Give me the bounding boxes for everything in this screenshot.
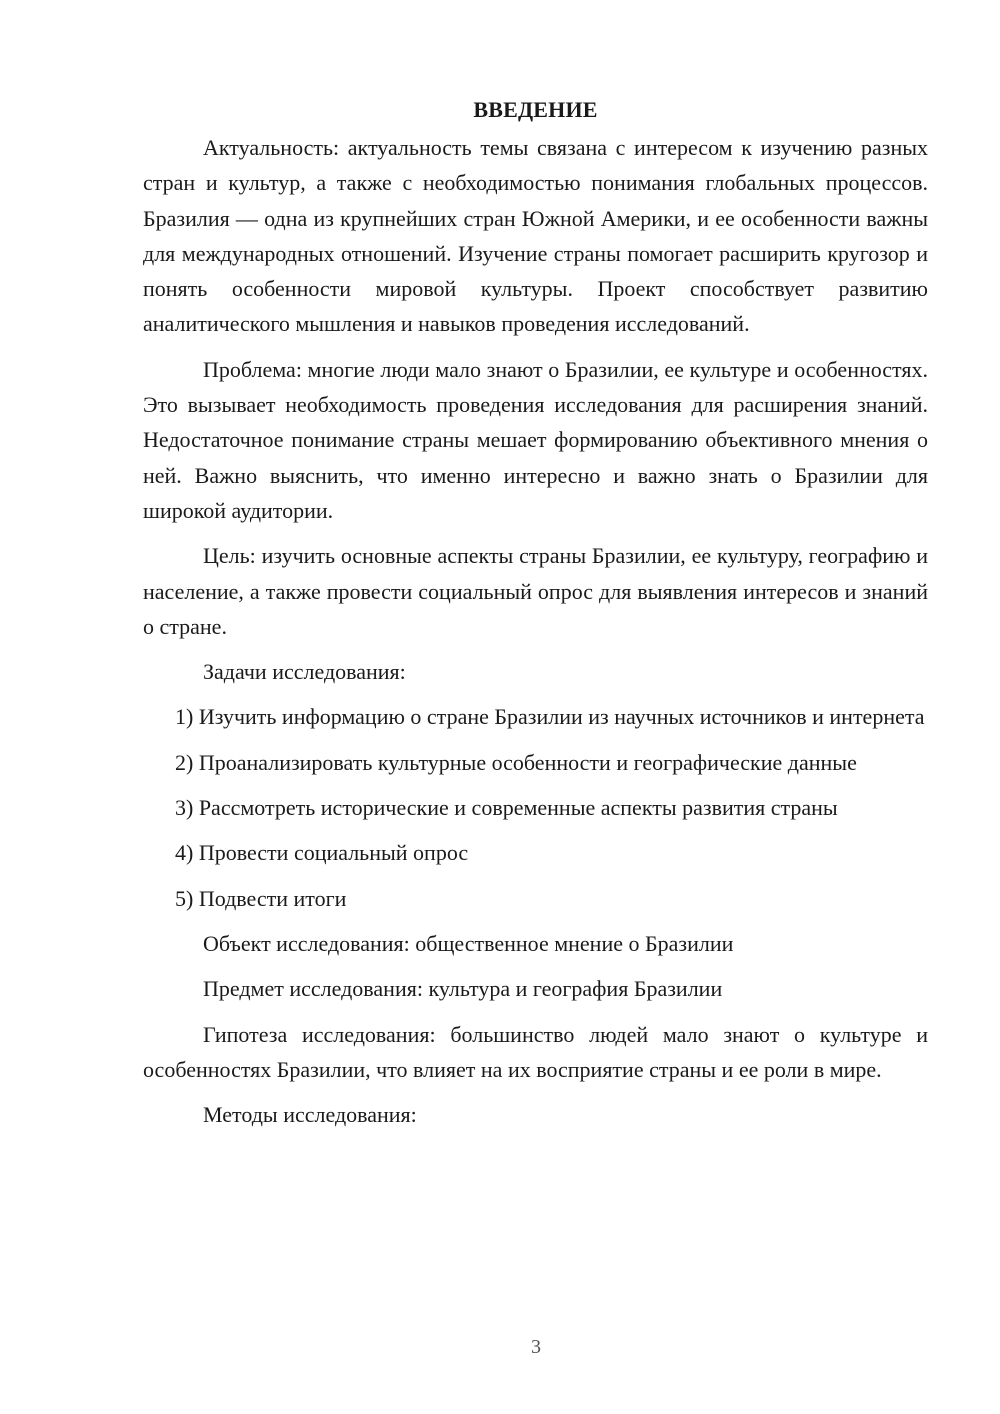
section-title: ВВЕДЕНИЕ (473, 97, 598, 122)
hypothesis-paragraph: Гипотеза исследования: большинство людей мало знают о культуре и особенностях Бразилии, что влияет на их восприятие страны и ее роли в мире. (143, 1021, 928, 1082)
task-item: 4) Провести социальный опрос (175, 840, 469, 866)
relevance-paragraph: Актуальность: актуальность темы связана с интересом к изучению разных стран и культур, а также с необходимостью понимания глобальных процессов. Бразилия — одна из крупнейших стран Южной Америки, и ее особенности важны для международных отношений. Изучение страны помогает расширить кругозор и понять особенности мировой культуры. Проект способствует развитию аналитического мышления и навыков проведения исследований. (143, 135, 928, 337)
task-item: 3) Рассмотреть исторические и современные аспекты развития страны (175, 795, 838, 821)
methods-heading: Методы исследования: (203, 1102, 417, 1128)
task-item: 2) Проанализировать культурные особенности и географические данные (175, 749, 857, 775)
task-item: 5) Подвести итоги (175, 885, 347, 911)
subject-paragraph: Предмет исследования: культура и география Бразилии (203, 976, 723, 1002)
object-paragraph: Объект исследования: общественное мнение о Бразилии (203, 930, 734, 956)
problem-paragraph: Проблема: многие люди мало знают о Бразилии, ее культуре и особенностях. Это вызывает необходимость проведения исследования для расширения знаний. Недостаточное понимание страны мешает формированию объективного мнения о ней. Важно выяснить, что именно интересно и важно знать о Бразилии для широкой аудитории. (143, 356, 928, 523)
task-item: 1) Изучить информацию о стране Бразилии из научных источников и интернета (175, 704, 925, 730)
goal-paragraph: Цель: изучить основные аспекты страны Бразилии, ее культуру, географию и население, а также провести социальный опрос для выявления интересов и знаний о стране. (143, 543, 928, 639)
document-page (143, 92, 928, 1142)
page-number: 3 (531, 1336, 541, 1358)
tasks-heading: Задачи исследования: (203, 659, 406, 685)
